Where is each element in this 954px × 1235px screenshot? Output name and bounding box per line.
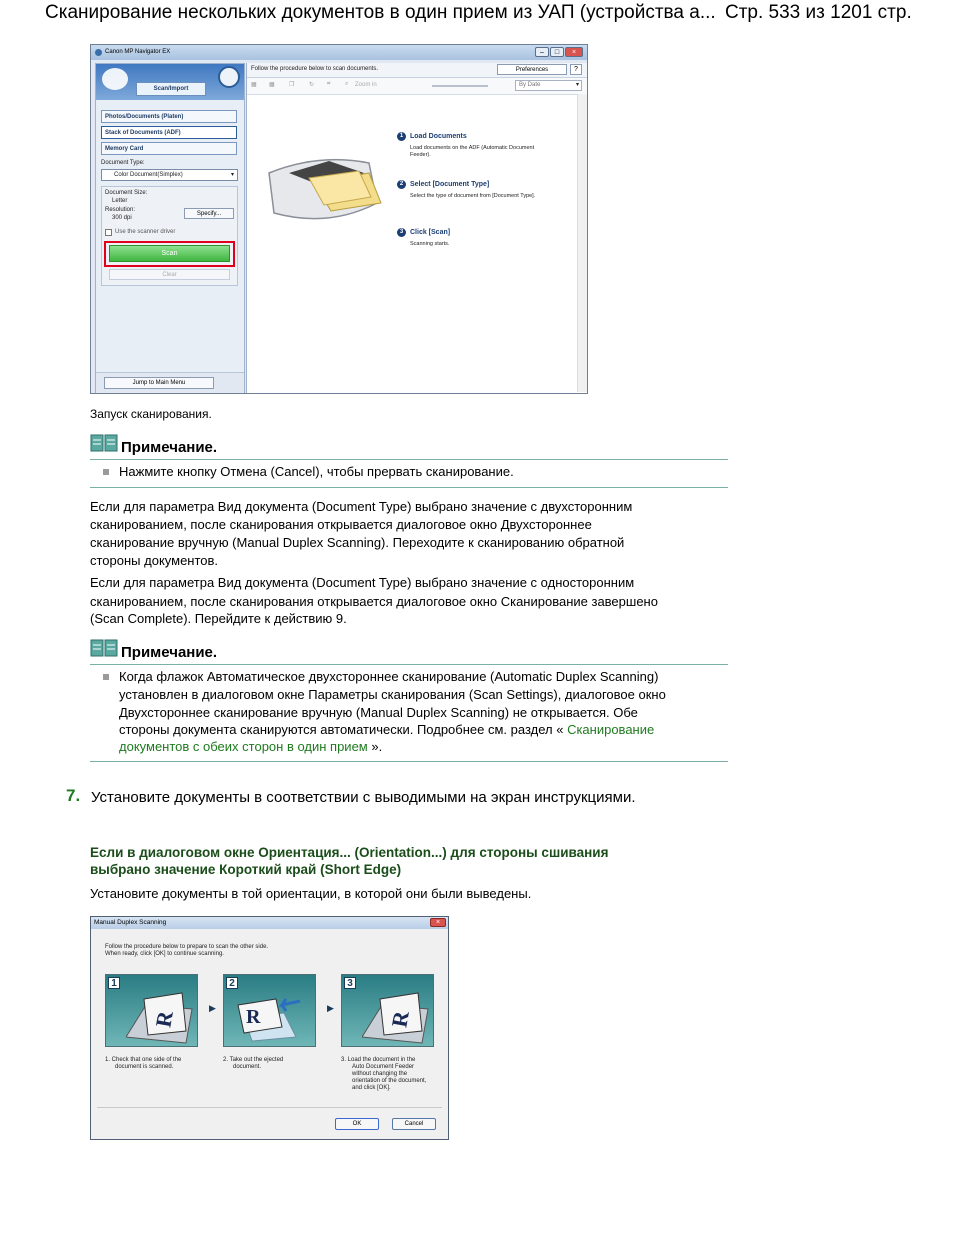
step-1-desc-line-1: Load documents on the ADF (Automatic Document <box>410 145 535 151</box>
step-panel-1 <box>105 974 198 1047</box>
step-3-caption-3: without changing the <box>352 1071 408 1077</box>
bullet-icon <box>103 674 109 680</box>
note-2-line-1: Когда флажок Автоматическое двухстороннее сканирование (Automatic Duplex Scanning) <box>119 669 659 684</box>
note-1-title: Примечание. <box>121 439 218 456</box>
resolution-value: 300 dpi <box>112 215 132 221</box>
dialog-instruction-2: When ready, click [OK] to continue scanning. <box>105 951 224 957</box>
clear-button[interactable]: Clear <box>109 269 230 280</box>
chevron-down-icon: ▾ <box>230 172 234 178</box>
duplex-scanning-link-cont[interactable]: документов с обеих сторон в один прием <box>119 739 368 754</box>
note-2-line-5-text: ». <box>371 739 383 754</box>
manual-duplex-dialog-screenshot <box>90 916 449 1140</box>
scan-button[interactable]: Scan <box>109 245 230 262</box>
note-2-title: Примечание. <box>121 644 218 661</box>
note-2-line-4 <box>119 721 654 739</box>
eject-document-illustration <box>234 987 314 1045</box>
grid-icon[interactable]: ▦ <box>251 82 257 88</box>
sort-select[interactable] <box>515 80 582 91</box>
document-size-value: Letter <box>112 198 128 204</box>
subheading-line-1: Если в диалоговом окне Ориентация... (Orientation...) для стороны сшивания <box>90 845 609 860</box>
scanner-icon <box>102 68 128 90</box>
step-2-caption-1: 2. Take out the ejected <box>223 1057 284 1063</box>
settings-group <box>101 186 238 286</box>
mp-navigator-screenshot <box>90 44 588 394</box>
scrollbar[interactable] <box>577 94 587 392</box>
svg-text:R: R <box>386 1009 414 1030</box>
note-2-line-4-text: стороны документа сканируются автоматически. Подробнее см. раздел « <box>119 722 564 737</box>
tab-memory-card[interactable]: Memory Card <box>101 142 237 155</box>
step-1-desc-line-2: Feeder). <box>410 152 431 158</box>
close-button[interactable]: × <box>565 47 583 57</box>
scanner-illustration <box>259 133 389 233</box>
step-1-caption-1: 1. Check that one side of the <box>105 1057 182 1063</box>
panel-1-number: 1 <box>108 977 120 989</box>
specify-button[interactable]: Specify... <box>184 208 234 219</box>
note-2-divider-bottom <box>90 761 728 762</box>
window-titlebar <box>91 45 587 60</box>
svg-text:R: R <box>246 1006 261 1028</box>
note-2-line-2: установлен в диалоговом окне Параметры сканирования (Scan Settings), диалоговое окно <box>119 687 666 702</box>
step-7-text: Установите документы в соответствии с выводимыми на экран инструкциями. <box>91 789 636 806</box>
note-book-icon <box>90 433 118 453</box>
document-type-value: Color Document(Simplex) <box>114 172 183 178</box>
step-3-caption-2: Auto Document Feeder <box>352 1064 415 1070</box>
note-1-divider-bottom <box>90 487 728 488</box>
scan-import-tab[interactable]: Scan/Import <box>136 82 206 96</box>
zoom-icon[interactable]: ⌕ <box>345 81 349 87</box>
minimize-button[interactable]: – <box>535 47 549 57</box>
svg-text:R: R <box>150 1009 178 1030</box>
tab-adf[interactable]: Stack of Documents (ADF) <box>101 126 237 139</box>
window-title: Canon MP Navigator EX <box>105 49 171 55</box>
preferences-button[interactable]: Preferences <box>497 64 567 75</box>
dialog-title: Manual Duplex Scanning <box>94 919 167 926</box>
sort-value: By Date <box>519 82 541 88</box>
app-icon <box>95 49 102 56</box>
step-1-title: Load Documents <box>410 133 467 140</box>
instruction-bar <box>247 63 587 78</box>
crop-icon[interactable]: ⌗ <box>327 81 331 87</box>
document-title: Сканирование нескольких документов в один прием из УАП (устройства а... <box>45 2 716 23</box>
subheading-line-2: выбрано значение Короткий край (Short Edge) <box>90 862 402 877</box>
subheading-text: Установите документы в той ориентации, в которой они были выведены. <box>90 886 532 901</box>
copy-icon[interactable]: ❐ <box>289 82 295 88</box>
maximize-button[interactable]: □ <box>550 47 564 57</box>
para-2-line-3: (Scan Complete). Перейдите к действию 9. <box>90 611 347 626</box>
rotate-icon[interactable]: ↻ <box>309 82 315 88</box>
jump-to-main-menu-button[interactable]: Jump to Main Menu <box>104 377 214 389</box>
main-pane <box>246 63 587 393</box>
arrow-right-icon: ▶ <box>327 1003 334 1013</box>
document-type-label: Document Type: <box>101 160 145 166</box>
sidebar <box>95 63 245 393</box>
step-2-caption-2: document. <box>233 1064 262 1070</box>
ok-button[interactable]: OK <box>335 1118 379 1130</box>
scanner-with-document-illustration <box>362 987 432 1045</box>
step-2-desc: Select the type of document from [Document Type]. <box>410 193 536 199</box>
thumbnail-size-slider[interactable] <box>432 85 488 87</box>
step-2-badge: 2 <box>397 180 406 189</box>
resolution-label: Resolution: <box>105 207 136 213</box>
dialog-instruction-1: Follow the procedure below to prepare to scan the other side. <box>105 944 269 950</box>
para-2-line-1: Если для параметра Вид документа (Document Type) выбрано значение с односторонним <box>90 575 635 590</box>
para-1-line-1: Если для параметра Вид документа (Document Type) выбрано значение с двухсторонним <box>90 499 633 514</box>
document-type-select[interactable] <box>101 169 238 181</box>
note-1-divider-top <box>90 459 728 460</box>
step-3-caption-1: 3. Load the document in the <box>341 1057 416 1063</box>
close-icon[interactable]: × <box>430 918 446 927</box>
instruction-text: Follow the procedure below to scan documents. <box>251 66 379 72</box>
para-1-line-2: сканированием, после сканирования открывается диалоговое окно Двухстороннее <box>90 517 592 532</box>
note-1-item: Нажмите кнопку Отмена (Cancel), чтобы прервать сканирование. <box>119 464 514 479</box>
main-menu-icon[interactable] <box>218 66 240 88</box>
step-7-number: 7. <box>66 786 81 805</box>
step-3-caption-5: and click [OK]. <box>352 1085 391 1091</box>
screenshot-caption: Запуск сканирования. <box>90 407 212 421</box>
tab-platen[interactable]: Photos/Documents (Platen) <box>101 110 237 123</box>
step-2-title: Select [Document Type] <box>410 181 490 188</box>
note-book-icon <box>90 638 118 658</box>
step-panel-3 <box>341 974 434 1047</box>
note-2-line-5 <box>119 738 382 756</box>
zoom-label: Zoom in <box>355 82 377 88</box>
page-counter: Стр. 533 из 1201 стр. <box>725 2 912 23</box>
step-3-desc: Scanning starts. <box>410 241 450 247</box>
panel-2-number: 2 <box>226 977 238 989</box>
step-1-badge: 1 <box>397 132 406 141</box>
scanner-driver-label: Use the scanner driver <box>115 229 176 235</box>
step-panel-2 <box>223 974 316 1047</box>
scanner-driver-checkbox[interactable] <box>105 229 112 236</box>
dialog-divider <box>97 1107 442 1108</box>
para-1-line-4: стороны документов. <box>90 553 219 568</box>
chevron-down-icon: ▾ <box>575 82 579 88</box>
dialog-titlebar <box>91 917 448 929</box>
sidebar-footer <box>96 372 244 393</box>
cancel-button[interactable]: Cancel <box>392 1118 436 1130</box>
para-2-line-2: сканированием, после сканирования открывается диалоговое окно Сканирование завершено <box>90 594 658 609</box>
panel-3-number: 3 <box>344 977 356 989</box>
step-3-badge: 3 <box>397 228 406 237</box>
note-2-line-3: Двухстороннее сканирование вручную (Manual Duplex Scanning) не открывается. Обе <box>119 705 638 720</box>
para-1-line-3: сканирование вручную (Manual Duplex Scanning). Переходите к сканированию обратной <box>90 535 625 550</box>
bullet-icon <box>103 469 109 475</box>
duplex-scanning-link[interactable]: Сканирование <box>567 722 655 737</box>
scan-import-header <box>96 64 244 100</box>
note-2-divider-top <box>90 664 728 665</box>
step-3-caption-4: orientation of the document, <box>352 1078 427 1084</box>
grid-small-icon[interactable]: ▦ <box>269 82 275 88</box>
scanner-with-document-illustration <box>126 987 196 1045</box>
step-3-title: Click [Scan] <box>410 229 451 236</box>
step-1-caption-2: document is scanned. <box>115 1064 174 1070</box>
toolbar <box>247 78 587 95</box>
help-button[interactable]: ? <box>570 64 582 75</box>
arrow-right-icon: ▶ <box>209 1003 216 1013</box>
document-size-label: Document Size: <box>105 190 148 196</box>
